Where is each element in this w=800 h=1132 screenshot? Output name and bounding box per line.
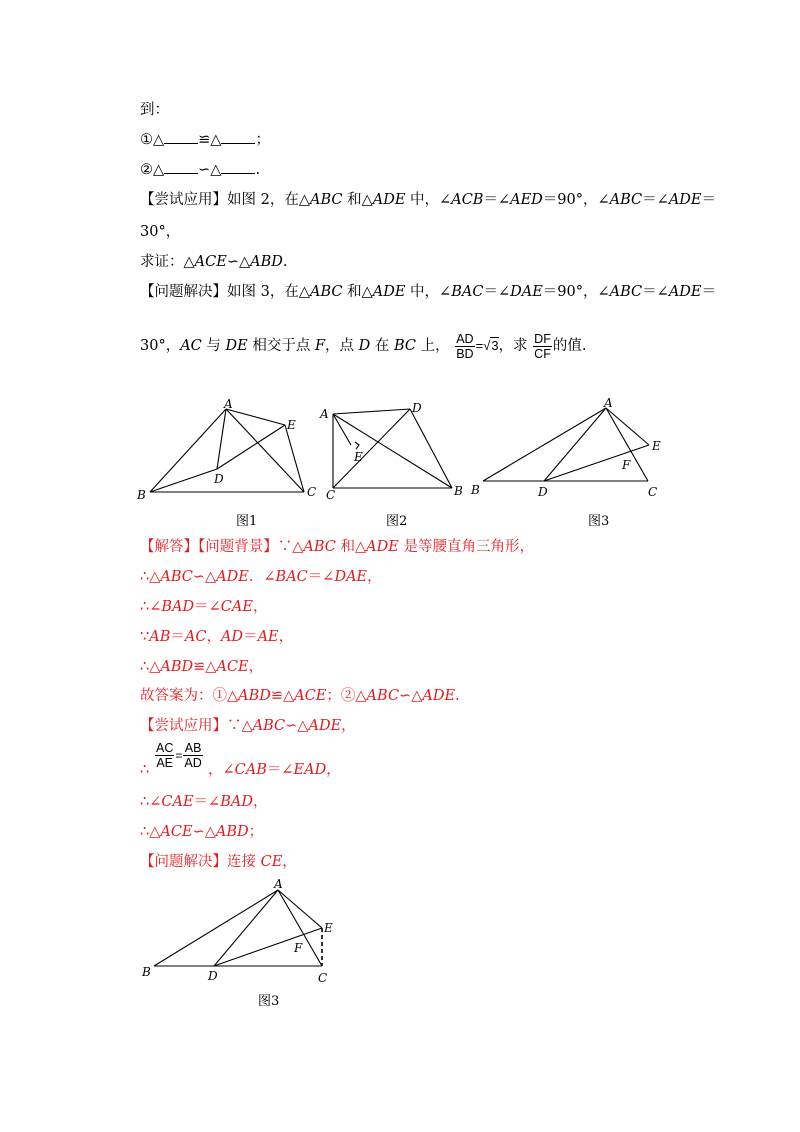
question-blank-congruent — [140, 130, 270, 150]
text: 【解答】【问题背景】∵△ — [140, 539, 304, 555]
equals-sign: = — [175, 748, 183, 763]
segment-db — [410, 409, 452, 488]
text: ≌△ — [198, 132, 222, 148]
text: ； — [248, 824, 264, 840]
point-label-b: B — [142, 965, 151, 979]
fraction-ad-bd — [455, 332, 474, 361]
right-angle-mark — [355, 442, 359, 449]
answer-line-5 — [140, 657, 263, 677]
segment-ae — [278, 890, 322, 928]
text: ， — [248, 659, 264, 675]
question-solve-cont — [140, 328, 586, 364]
text: ＝∠ — [483, 192, 511, 208]
math: D — [358, 338, 371, 354]
math: AB — [149, 629, 171, 645]
segment-ab — [333, 414, 452, 488]
point-label-b: B — [471, 483, 480, 497]
text: 和△ — [335, 539, 367, 555]
math: EAD — [293, 762, 327, 778]
math: CAE — [161, 794, 194, 810]
math: ADE — [668, 284, 702, 300]
math: ADE — [372, 284, 406, 300]
text: 求证：△ — [140, 254, 195, 270]
point-label-f: F — [622, 458, 631, 472]
point-label-c: C — [318, 971, 328, 985]
fraction-numerator: DF — [534, 331, 551, 346]
figure-1 — [130, 398, 330, 503]
fill-blank — [221, 130, 255, 144]
figure-2 — [316, 398, 471, 503]
math: DE — [225, 338, 248, 354]
text: ∽△ — [192, 824, 216, 840]
math: ADE — [668, 192, 702, 208]
point-label-e: E — [354, 450, 363, 464]
fraction-numerator: AD — [456, 331, 474, 346]
segment-ab — [483, 408, 606, 481]
text: ＝∠ — [266, 762, 294, 778]
math: AED — [510, 192, 543, 208]
math: ABC — [609, 284, 643, 300]
math: ABC — [160, 569, 193, 585]
text: 中，∠ — [405, 192, 452, 208]
text: 【尝试应用】如图 2，在△ — [140, 192, 310, 208]
figure-2-caption: 图2 — [386, 514, 408, 529]
math: ABD — [160, 659, 194, 675]
answer-line-1 — [140, 537, 534, 557]
text: ∵ — [140, 629, 150, 645]
math: AC — [180, 338, 202, 354]
fraction-denominator: AD — [184, 756, 202, 770]
text: ＝90°，∠ — [542, 284, 610, 300]
text: ②△ — [140, 162, 165, 178]
text: ＝∠ — [194, 599, 221, 615]
text: ∴∠ — [140, 794, 162, 810]
point-label-e: E — [287, 418, 296, 432]
fraction-denominator: BD — [456, 346, 474, 361]
point-label-d: D — [208, 969, 218, 983]
math: DAE — [510, 284, 543, 300]
answer-line-4 — [140, 627, 293, 647]
math: BAC — [275, 569, 308, 585]
question-try-apply — [140, 190, 716, 210]
fraction-ac-ae — [155, 741, 174, 770]
text: 在 — [370, 338, 394, 354]
segment-ae — [606, 408, 649, 445]
math: ADE — [372, 192, 406, 208]
point-label-d: D — [412, 401, 422, 415]
point-label-b: B — [454, 484, 463, 498]
segment-de — [217, 425, 285, 469]
answer-line-10 — [140, 822, 263, 842]
text: . — [282, 254, 288, 270]
fraction-denominator: AE — [156, 756, 174, 770]
text: 相交于点 — [247, 338, 315, 354]
math: ADE — [216, 569, 249, 585]
text: ， — [252, 599, 268, 615]
text: ∴△ — [140, 659, 161, 675]
math: ABC — [366, 688, 400, 704]
point-label-c: C — [648, 485, 658, 499]
text: ．∠ — [248, 569, 276, 585]
math: AC — [184, 629, 207, 645]
text: ； — [255, 132, 270, 148]
radicand: 3 — [491, 338, 499, 353]
text: ＝∠ — [642, 192, 669, 208]
math: ACE — [194, 254, 227, 270]
point-label-b: B — [137, 488, 146, 502]
text: ， — [341, 718, 356, 734]
answer-line-11 — [140, 852, 297, 872]
text: 的值. — [552, 338, 587, 354]
answer-line-8b — [208, 760, 341, 780]
text: ，求 — [498, 338, 528, 354]
text: 30°， — [140, 224, 181, 240]
fill-blank — [164, 130, 198, 144]
text: ＝ — [170, 629, 185, 645]
text: 【问题解决】如图 3，在△ — [140, 284, 310, 300]
question-blank-similar — [140, 160, 260, 180]
segment-ae — [226, 409, 285, 425]
text: . — [255, 162, 261, 178]
text: ， — [252, 794, 268, 810]
text: ①△ — [140, 132, 165, 148]
text: 中，∠ — [405, 284, 452, 300]
figure-3-solution-caption: 图3 — [258, 994, 280, 1009]
text: 和△ — [342, 192, 373, 208]
text: ＝ — [243, 629, 258, 645]
text: 上， — [416, 338, 450, 354]
math: ACE — [160, 824, 193, 840]
text: ＝∠ — [307, 569, 335, 585]
text: 30°， — [140, 338, 181, 354]
text: = — [475, 338, 484, 353]
text: 故答案为：①△ — [140, 688, 239, 704]
text: ， — [282, 854, 297, 870]
math: BAD — [220, 794, 253, 810]
text: ∴∠ — [140, 599, 162, 615]
text: ∴△ — [140, 569, 161, 585]
text: ∴ — [140, 762, 150, 778]
text: 是等腰直角三角形， — [398, 539, 534, 555]
text: 和△ — [342, 284, 373, 300]
fraction-numerator: AB — [184, 741, 202, 755]
text: ，∠ — [208, 762, 235, 778]
fill-blank — [164, 160, 198, 174]
math: ABC — [252, 718, 286, 734]
text: ， — [278, 629, 294, 645]
text: ＝ — [701, 192, 716, 208]
fill-blank — [221, 160, 255, 174]
math: ACB — [451, 192, 484, 208]
segment-ad — [333, 409, 410, 414]
point-label-f: F — [294, 941, 303, 955]
math: ACE — [216, 659, 249, 675]
answer-line-9 — [140, 792, 267, 812]
math: ABC — [303, 539, 336, 555]
text: 【问题解决】连接 — [140, 854, 261, 870]
question-prove — [140, 252, 288, 272]
answer-line-3 — [140, 597, 267, 617]
text: ∽△ — [399, 688, 423, 704]
text: ≌△ — [193, 659, 217, 675]
text: ∽△ — [285, 718, 309, 734]
point-label-e: E — [324, 921, 333, 935]
text: ∽△ — [226, 254, 251, 270]
segment-ab — [154, 890, 278, 966]
point-label-a: A — [274, 877, 283, 891]
figure-3-solution — [136, 876, 346, 986]
point-label-e: E — [652, 439, 661, 453]
text: ∽△ — [192, 569, 217, 585]
math: BC — [393, 338, 416, 354]
point-label-d: D — [214, 472, 224, 486]
answer-line-7 — [140, 716, 356, 736]
math: ADE — [366, 539, 399, 555]
math: ACE — [294, 688, 327, 704]
text: ＝90°，∠ — [542, 192, 610, 208]
sqrt-sign: √ — [483, 338, 491, 353]
answer-line-8 — [140, 760, 149, 780]
text: . — [455, 688, 460, 704]
point-label-a: A — [320, 407, 329, 421]
figure-3 — [466, 396, 676, 501]
math: ADE — [422, 688, 456, 704]
text: ＝ — [701, 284, 716, 300]
point-label-a: A — [224, 398, 233, 411]
math: ABD — [250, 254, 283, 270]
point-label-d: D — [538, 485, 548, 499]
math: BAC — [451, 284, 484, 300]
text: ， — [326, 762, 341, 778]
answer-line-2 — [140, 567, 382, 587]
text: 与 — [201, 338, 226, 354]
text: 到： — [140, 102, 169, 118]
question-try-apply-cont — [140, 222, 180, 242]
math: CAB — [234, 762, 267, 778]
math: DAE — [334, 569, 368, 585]
fraction-numerator: AC — [156, 741, 174, 755]
text: 【尝试应用】∵△ — [140, 718, 253, 734]
answer-line-6 — [140, 686, 460, 706]
point-label-c: C — [307, 485, 317, 499]
text: ， — [367, 569, 382, 585]
text: ；②△ — [326, 688, 367, 704]
figure-1-caption: 图1 — [236, 514, 258, 529]
fraction-ab-ad — [183, 741, 202, 770]
math: ADE — [308, 718, 342, 734]
math: ABD — [215, 824, 249, 840]
fraction-denominator: CF — [534, 346, 551, 361]
math: CE — [260, 854, 283, 870]
question-line-1 — [140, 100, 169, 120]
text: ＝∠ — [193, 794, 221, 810]
point-label-a: A — [604, 396, 613, 410]
equals-sqrt3 — [476, 337, 499, 353]
text: ≌△ — [270, 688, 295, 704]
fraction-df-cf — [533, 332, 552, 361]
math: ABC — [310, 192, 343, 208]
text: ∴△ — [140, 824, 161, 840]
point-label-c: C — [326, 488, 336, 502]
answer-fraction-row — [154, 741, 204, 770]
math: AE — [257, 629, 279, 645]
question-solve — [140, 282, 716, 302]
math: AD — [220, 629, 244, 645]
figure-3-caption: 图3 — [588, 514, 610, 529]
text: ＝∠ — [642, 284, 669, 300]
math: ABC — [609, 192, 643, 208]
text: ∽△ — [198, 162, 222, 178]
math: ABC — [310, 284, 343, 300]
math: CAE — [220, 599, 253, 615]
text: ，点 — [325, 338, 359, 354]
math: F — [314, 338, 325, 354]
math: BAD — [161, 599, 195, 615]
math: ABD — [238, 688, 271, 704]
text: ＝∠ — [483, 284, 511, 300]
segment-ae — [333, 414, 351, 445]
text: ， — [206, 629, 221, 645]
